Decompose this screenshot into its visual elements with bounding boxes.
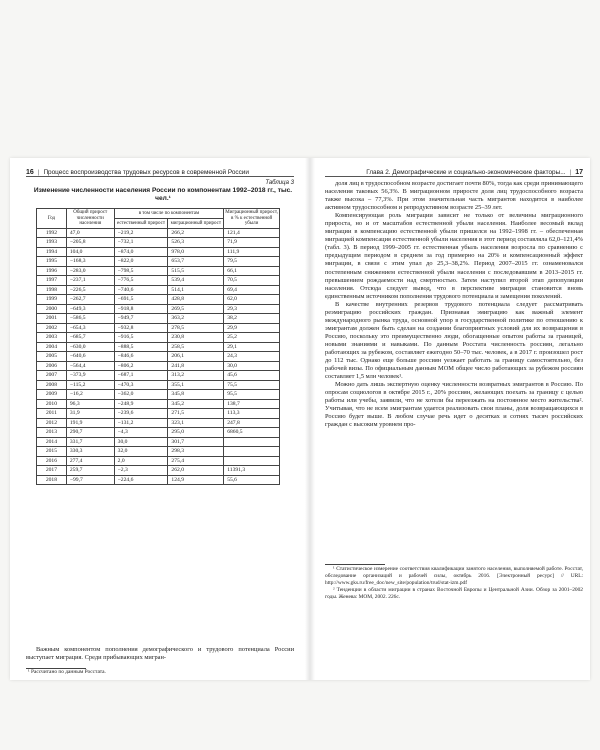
cell-natural: −916,5 bbox=[114, 333, 168, 343]
cell-migration-pct: 29,9 bbox=[224, 323, 280, 333]
table-row bbox=[37, 447, 280, 457]
cell-migration-pct: 45,6 bbox=[224, 371, 280, 381]
cell-year: 2001 bbox=[37, 314, 67, 324]
cell-year: 2005 bbox=[37, 352, 67, 362]
left-page-number: 16 bbox=[26, 169, 34, 176]
table-row bbox=[37, 342, 280, 352]
cell-year: 2003 bbox=[37, 333, 67, 343]
cell-migration: 241,8 bbox=[168, 361, 224, 371]
cell-total: −640,6 bbox=[66, 352, 114, 362]
cell-natural: −362,0 bbox=[114, 390, 168, 400]
table-row bbox=[37, 390, 280, 400]
cell-total: −168,3 bbox=[66, 257, 114, 267]
cell-migration-pct: 29,1 bbox=[224, 342, 280, 352]
cell-migration-pct: 121,4 bbox=[224, 228, 280, 238]
header-separator: | bbox=[37, 169, 40, 176]
table-row bbox=[37, 285, 280, 295]
cell-year: 1996 bbox=[37, 266, 67, 276]
cell-year: 2008 bbox=[37, 380, 67, 390]
cell-total: −226,5 bbox=[66, 285, 114, 295]
cell-migration-pct: 24,3 bbox=[224, 352, 280, 362]
left-footnote: ¹ Рассчитано по данным Росстата. bbox=[28, 669, 106, 675]
cell-migration: 363,2 bbox=[168, 314, 224, 324]
cell-migration-pct: 70,5 bbox=[224, 276, 280, 286]
cell-migration-pct bbox=[224, 456, 280, 466]
table-row bbox=[37, 228, 280, 238]
cell-migration: 275,4 bbox=[168, 456, 224, 466]
cell-year: 1994 bbox=[37, 247, 67, 257]
cell-migration-pct: 111,9 bbox=[224, 247, 280, 257]
cell-migration-pct: 66,1 bbox=[224, 266, 280, 276]
cell-migration-pct: 138,7 bbox=[224, 399, 280, 409]
table-row bbox=[37, 238, 280, 248]
cell-total: 96,3 bbox=[66, 399, 114, 409]
table-row bbox=[37, 333, 280, 343]
cell-migration-pct: 38,2 bbox=[224, 314, 280, 324]
table-row bbox=[37, 247, 280, 257]
cell-year: 2013 bbox=[37, 428, 67, 438]
cell-year: 1993 bbox=[37, 238, 67, 248]
cell-year: 2010 bbox=[37, 399, 67, 409]
cell-migration-pct: 25,2 bbox=[224, 333, 280, 343]
table-row bbox=[37, 257, 280, 267]
header-natural: естественный прирост bbox=[114, 218, 168, 228]
table-row bbox=[37, 399, 280, 409]
cell-migration: 278,5 bbox=[168, 323, 224, 333]
book-spread bbox=[10, 158, 590, 680]
table-row bbox=[37, 456, 280, 466]
table-row bbox=[37, 428, 280, 438]
cell-migration: 206,1 bbox=[168, 352, 224, 362]
right-page-number: 17 bbox=[575, 169, 583, 176]
cell-total: 330,3 bbox=[66, 447, 114, 457]
cell-natural: 2,0 bbox=[114, 456, 168, 466]
cell-migration-pct bbox=[224, 447, 280, 457]
cell-migration: 345,8 bbox=[168, 390, 224, 400]
cell-year: 2017 bbox=[37, 466, 67, 476]
cell-migration: 298,3 bbox=[168, 447, 224, 457]
cell-year: 2015 bbox=[37, 447, 67, 457]
cell-year: 1997 bbox=[37, 276, 67, 286]
table-row bbox=[37, 304, 280, 314]
table-row bbox=[37, 361, 280, 371]
cell-total: 104,0 bbox=[66, 247, 114, 257]
table-row bbox=[37, 314, 280, 324]
cell-natural: −740,6 bbox=[114, 285, 168, 295]
cell-total: −564,4 bbox=[66, 361, 114, 371]
left-body-paragraph: Важным компонентом пополнения демографического и трудового потенциала России выступает миграция. Среди прибывающих мигран- bbox=[26, 646, 294, 661]
cell-natural: −239,6 bbox=[114, 409, 168, 419]
cell-migration-pct: 95,5 bbox=[224, 390, 280, 400]
cell-natural: −248,9 bbox=[114, 399, 168, 409]
cell-migration: 355,1 bbox=[168, 380, 224, 390]
table-row bbox=[37, 276, 280, 286]
cell-total: −586,5 bbox=[66, 314, 114, 324]
cell-migration: 258,5 bbox=[168, 342, 224, 352]
cell-migration: 271,5 bbox=[168, 409, 224, 419]
cell-year: 1995 bbox=[37, 257, 67, 267]
table-row bbox=[37, 371, 280, 381]
cell-migration: 978,0 bbox=[168, 247, 224, 257]
cell-migration: 345,2 bbox=[168, 399, 224, 409]
cell-migration: 313,2 bbox=[168, 371, 224, 381]
left-page bbox=[10, 158, 305, 680]
cell-total: −630,0 bbox=[66, 342, 114, 352]
table-row bbox=[37, 418, 280, 428]
cell-year: 2007 bbox=[37, 371, 67, 381]
table-body bbox=[37, 228, 280, 485]
cell-year: 2018 bbox=[37, 475, 67, 485]
cell-migration: 295,0 bbox=[168, 428, 224, 438]
cell-year: 1999 bbox=[37, 295, 67, 305]
cell-natural: −918,8 bbox=[114, 304, 168, 314]
table-row bbox=[37, 352, 280, 362]
cell-year: 1998 bbox=[37, 285, 67, 295]
table-row bbox=[37, 466, 280, 476]
right-running-header bbox=[325, 166, 583, 177]
paragraph: Можно дать лишь экспертную оценку численности возвратных эмигрантов в Россию. По опросам социологов в октябре 2015 г., 20% россиян, желающих поехать за границу с целью работы или учебы, заявили, что не хотели бы переезжать на постоянное место жительства². Учитывая, что не всем эмигрантам удается реализовать свои планы, доля возвращающихся в Россию будет выше. В любом случае речь идет о десятках и сотнях тысяч российских граждан с высоким уровнем про- bbox=[325, 381, 583, 429]
right-footnotes bbox=[325, 566, 583, 602]
cell-migration: 301,7 bbox=[168, 437, 224, 447]
cell-migration: 269,5 bbox=[168, 304, 224, 314]
paragraph: В качестве внутренних резервов трудового потенциала следует рассматривать реэмиграцию российских граждан. Признавая эмиграцию как важный элемент международного рынка труда, основной упор в государственной политике по отношению к эмигрантам должен быть сделан на создании благоприятных условий для их возвращения в Россию, поскольку это преимущественно люди, обогащенные опытом работы за границей, новыми знаниями и навыками. По данным Росстата численность россиян, легально работающих за рубежом, составляет ежегодно 50–70 тыс. человек, а в 2017 г. произошел рост до 112 тыс. Однако еще больше россиян уезжает работать за границу самостоятельно, без рабочей визы. По официальным данным МОМ общее число работающих за рубежом россиян составляет 1,5 млн человек¹. bbox=[325, 300, 583, 381]
cell-year: 2002 bbox=[37, 323, 67, 333]
cell-total: 259,7 bbox=[66, 466, 114, 476]
cell-migration-pct: 30,0 bbox=[224, 361, 280, 371]
footnote-rule bbox=[325, 564, 385, 565]
paragraph: доля лиц в трудоспособном возрасте достигает почти 80%, тогда как среди принимающего населения таковых 56,3%. В миграционном приросте доля лиц трудоспособного возраста также высока – 77,3%. При этом значительная часть мигрантов находится в наиболее активном трудоспособном и репродуктивном возрасте 25–39 лет. bbox=[325, 180, 583, 212]
cell-total: −654,3 bbox=[66, 323, 114, 333]
cell-natural: −691,5 bbox=[114, 295, 168, 305]
cell-year: 2009 bbox=[37, 390, 67, 400]
header-year: Год bbox=[37, 209, 67, 229]
cell-migration-pct: 75,5 bbox=[224, 380, 280, 390]
cell-total: 331,7 bbox=[66, 437, 114, 447]
cell-total: −685,7 bbox=[66, 333, 114, 343]
table-row bbox=[37, 323, 280, 333]
cell-total: −262,7 bbox=[66, 295, 114, 305]
cell-migration-pct: 69,4 bbox=[224, 285, 280, 295]
cell-natural: −846,6 bbox=[114, 352, 168, 362]
cell-total: −283,0 bbox=[66, 266, 114, 276]
table-row bbox=[37, 475, 280, 485]
cell-total: −649,3 bbox=[66, 304, 114, 314]
cell-migration: 428,8 bbox=[168, 295, 224, 305]
cell-migration: 514,1 bbox=[168, 285, 224, 295]
cell-migration-pct: 113,3 bbox=[224, 409, 280, 419]
cell-total: 31,9 bbox=[66, 409, 114, 419]
right-body-text bbox=[325, 180, 583, 429]
cell-migration: 539,4 bbox=[168, 276, 224, 286]
cell-total: −115,2 bbox=[66, 380, 114, 390]
paragraph: Компенсирующая роль миграции зависит не только от величины миграционного прироста, но и от масштабов естественной убыли населения. Наиболее весомый вклад миграции в компенсацию естественной убыли пришелся на 1992–1998 гг. – обеспеченная миграцией компенсация естественной убыли населения в этот период составляла 62,0–121,4% (табл. 3). В период 1999–2005 гг. естественная убыль населения возросла по сравнению с предыдущим периодом в среднем за год примерно на 20% и компенсационный эффект миграции, в связи с этим упал до 25,3–38,2%. Период 2007–2015 гг. ознаменовался постепенным снижением естественной убыли населения с последовавшим в 2013–2015 гг. превышением рождаемости над смертностью. Затем наступил второй этап депопуляции населения. Отсюда следует вывод, что в перспективе миграция становится вновь единственным источником пополнения трудового потенциала и замещения поколений. bbox=[325, 212, 583, 300]
book-gutter bbox=[305, 158, 315, 680]
cell-migration: 266,2 bbox=[168, 228, 224, 238]
header-components: в том числе по компонентам bbox=[114, 209, 224, 219]
cell-natural: −822,0 bbox=[114, 257, 168, 267]
cell-migration-pct: 71,9 bbox=[224, 238, 280, 248]
table-row bbox=[37, 380, 280, 390]
cell-total: 191,9 bbox=[66, 418, 114, 428]
cell-natural: −776,5 bbox=[114, 276, 168, 286]
table-row bbox=[37, 266, 280, 276]
cell-natural: −932,8 bbox=[114, 323, 168, 333]
cell-migration-pct: 6860,5 bbox=[224, 428, 280, 438]
header-migration: миграционный прирост bbox=[168, 218, 224, 228]
table-label: Таблица 3 bbox=[265, 180, 294, 186]
cell-natural: 32,0 bbox=[114, 447, 168, 457]
footnote: ¹ Статистическое измерение соответствия квалификации занятого населения, выполняемой работе. Росстат, обследование организаций и рабочей силы, октябрь 2016. [Электронный ресурс] // URL: http://www.gks.ru/free_doc/new_site/population/trud/stat-izm.pdf bbox=[325, 566, 583, 586]
cell-year: 2000 bbox=[37, 304, 67, 314]
cell-migration-pct: 29,3 bbox=[224, 304, 280, 314]
footnote: ² Тенденции в области миграции в странах Восточной Европы и Центральной Азии. Обзор за 2001–2002 годы. Женева: МОМ, 2002. 226с. bbox=[325, 587, 583, 601]
cell-year: 2006 bbox=[37, 361, 67, 371]
cell-natural: −224,6 bbox=[114, 475, 168, 485]
cell-migration-pct: 55,6 bbox=[224, 475, 280, 485]
right-running-title: Глава 2. Демографические и социально-экономические факторы... bbox=[366, 169, 566, 176]
table-row bbox=[37, 409, 280, 419]
cell-natural: 30,0 bbox=[114, 437, 168, 447]
cell-total: −16,2 bbox=[66, 390, 114, 400]
right-page bbox=[315, 158, 590, 680]
left-running-header bbox=[26, 166, 294, 177]
cell-total: −373,9 bbox=[66, 371, 114, 381]
cell-total: 277,4 bbox=[66, 456, 114, 466]
cell-year: 2011 bbox=[37, 409, 67, 419]
cell-total: −205,8 bbox=[66, 238, 114, 248]
cell-total: 47,0 bbox=[66, 228, 114, 238]
cell-migration: 262,0 bbox=[168, 466, 224, 476]
table-title: Изменение численности населения России по компонентам 1992–2018 гг., тыс. чел.¹ bbox=[33, 187, 293, 202]
cell-natural: −798,5 bbox=[114, 266, 168, 276]
cell-natural: −687,1 bbox=[114, 371, 168, 381]
header-separator: | bbox=[569, 169, 572, 176]
cell-migration-pct bbox=[224, 437, 280, 447]
cell-migration: 124,9 bbox=[168, 475, 224, 485]
table-row bbox=[37, 295, 280, 305]
table-row bbox=[37, 437, 280, 447]
header-migration-pct: Миграционный прирост, в % к естественной убыли bbox=[224, 209, 280, 229]
cell-natural: −888,5 bbox=[114, 342, 168, 352]
cell-year: 2016 bbox=[37, 456, 67, 466]
cell-migration-pct: 62,0 bbox=[224, 295, 280, 305]
cell-year: 2014 bbox=[37, 437, 67, 447]
cell-migration-pct: 79,5 bbox=[224, 257, 280, 267]
cell-natural: −470,3 bbox=[114, 380, 168, 390]
cell-year: 2004 bbox=[37, 342, 67, 352]
cell-migration: 526,3 bbox=[168, 238, 224, 248]
cell-natural: −806,2 bbox=[114, 361, 168, 371]
cell-total: 290,7 bbox=[66, 428, 114, 438]
cell-total: −237,1 bbox=[66, 276, 114, 286]
cell-year: 2012 bbox=[37, 418, 67, 428]
cell-natural: −2,3 bbox=[114, 466, 168, 476]
cell-natural: −732,1 bbox=[114, 238, 168, 248]
cell-migration-pct: 247,8 bbox=[224, 418, 280, 428]
cell-migration-pct: 11391,3 bbox=[224, 466, 280, 476]
cell-year: 1992 bbox=[37, 228, 67, 238]
cell-migration: 653,7 bbox=[168, 257, 224, 267]
cell-natural: −874,0 bbox=[114, 247, 168, 257]
cell-migration: 323,1 bbox=[168, 418, 224, 428]
cell-natural: −219,2 bbox=[114, 228, 168, 238]
population-table bbox=[36, 208, 280, 485]
header-total: Общий прирост численности населения bbox=[66, 209, 114, 229]
cell-natural: −949,7 bbox=[114, 314, 168, 324]
cell-migration: 230,8 bbox=[168, 333, 224, 343]
cell-natural: −4,3 bbox=[114, 428, 168, 438]
cell-total: −99,7 bbox=[66, 475, 114, 485]
cell-migration: 515,5 bbox=[168, 266, 224, 276]
cell-natural: −131,2 bbox=[114, 418, 168, 428]
left-running-title: Процесс воспроизводства трудовых ресурсов в современной России bbox=[43, 169, 249, 176]
